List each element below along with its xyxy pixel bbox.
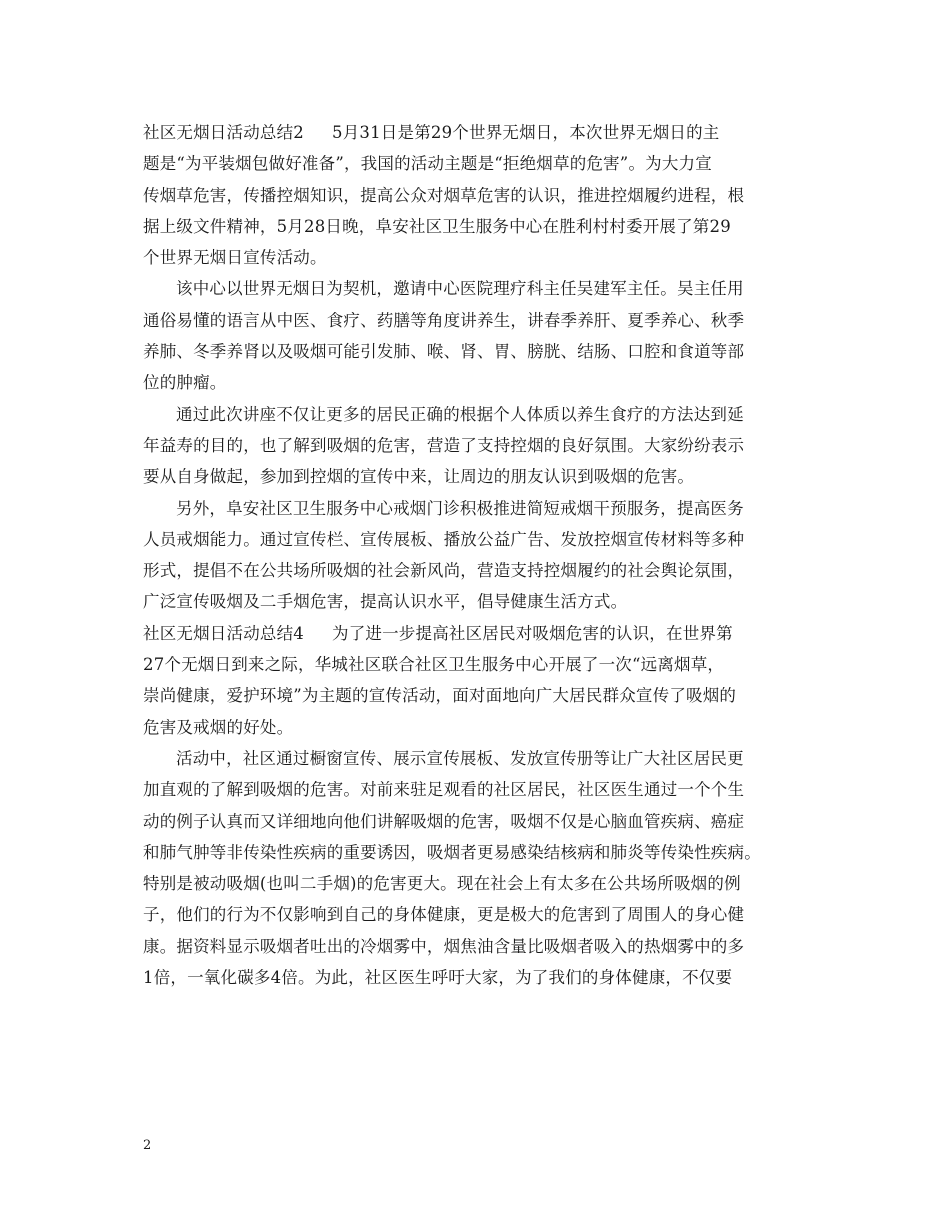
text-line: 为了进一步提高社区居民对吸烟危害的认识，在世界第 xyxy=(332,623,733,643)
paragraph xyxy=(143,273,819,398)
text-line: 传烟草危害，传播控烟知识，提高公众对烟草危害的认识，推进控烟履约进程，根 xyxy=(143,185,745,205)
text-line: 题是“为平装烟包做好准备”，我国的活动主题是“拒绝烟草的危害”。为大力宣 xyxy=(143,154,712,174)
text-line: 另外，阜安社区卫生服务中心戒烟门诊积极推进简短戒烟干预服务，提高医务 xyxy=(176,498,744,518)
section-heading-line xyxy=(143,117,819,148)
text-line: 危害及戒烟的好处。 xyxy=(143,717,294,737)
section-summary-4 xyxy=(143,618,819,994)
text-line: 崇尚健康，爱护环境”为主题的宣传活动，面对面地向广大居民群众宣传了吸烟的 xyxy=(143,686,737,706)
text-line: 加直观的了解到吸烟的危害。对前来驻足观看的社区居民，社区医生通过一个个生 xyxy=(143,780,745,800)
paragraph xyxy=(143,743,819,993)
section-summary-2 xyxy=(143,117,819,618)
section-title: 社区无烟日活动总结4 xyxy=(143,623,304,643)
text-line: 该中心以世界无烟日为契机，邀请中心医院理疗科主任吴建军主任。吴主任用 xyxy=(176,279,744,299)
text-line: 27个无烟日到来之际，华城社区联合社区卫生服务中心开展了一次“远离烟草， xyxy=(143,655,725,675)
text-line: 康。据资料显示吸烟者吐出的冷烟雾中，烟焦油含量比吸烟者吸入的热烟雾中的多 xyxy=(143,936,745,956)
text-line: 动的例子认真而又详细地向他们讲解吸烟的危害，吸烟不仅是心脑血管疾病、癌症 xyxy=(143,811,745,831)
page-number: 2 xyxy=(143,1138,152,1153)
text-line: 据上级文件精神，5月28日晚，阜安社区卫生服务中心在胜利村村委开展了第29 xyxy=(143,216,731,236)
paragraph xyxy=(143,399,819,493)
text-line: 通俗易懂的语言从中医、食疗、药膳等角度讲养生，讲春季养肝、夏季养心、秋季 xyxy=(143,310,745,330)
text-line: 活动中，社区通过橱窗宣传、展示宣传展板、发放宣传册等让广大社区居民更 xyxy=(176,748,744,768)
text-line: 子，他们的行为不仅影响到自己的身体健康，更是极大的危害到了周围人的身心健 xyxy=(143,905,745,925)
text-line: 广泛宣传吸烟及二手烟危害，提高认识水平，倡导健康生活方式。 xyxy=(143,592,628,612)
text-line: 年益寿的目的，也了解到吸烟的危害，营造了支持控烟的良好氛围。大家纷纷表示 xyxy=(143,435,745,455)
text-line: 个世界无烟日宣传活动。 xyxy=(143,248,327,268)
section-title: 社区无烟日活动总结2 xyxy=(143,123,304,142)
text-line: 人员戒烟能力。通过宣传栏、宣传展板、播放公益广告、发放控烟宣传材料等多种 xyxy=(143,529,745,549)
text-line: 和肺气肿等非传染性疾病的重要诱因，吸烟者更易感染结核病和肺炎等传染性疾病。 xyxy=(143,842,761,862)
text-line: 位的肿瘤。 xyxy=(143,373,227,393)
text-line: 要从自身做起，参加到控烟的宣传中来，让周边的朋友认识到吸烟的危害。 xyxy=(143,467,695,487)
text-line: 1倍，一氧化碳多4倍。为此，社区医生呼吁大家，为了我们的身体健康，不仅要 xyxy=(143,968,733,988)
section-heading-line xyxy=(143,618,819,649)
text-line: 养肺、冬季养肾以及吸烟可能引发肺、喉、肾、胃、膀胱、结肠、口腔和食道等部 xyxy=(143,342,745,362)
text-line: 通过此次讲座不仅让更多的居民正确的根据个人体质以养生食疗的方法达到延 xyxy=(176,404,744,424)
paragraph xyxy=(143,493,819,618)
text-line: 特别是被动吸烟(也叫二手烟)的危害更大。现在社会上有太多在公共场所吸烟的例 xyxy=(143,874,741,894)
document-body xyxy=(143,117,819,993)
text-line: 形式，提倡不在公共场所吸烟的社会新风尚，营造支持控烟履约的社会舆论氛围， xyxy=(143,561,745,581)
text-line: 5月31日是第29个世界无烟日，本次世界无烟日的主 xyxy=(332,123,720,142)
